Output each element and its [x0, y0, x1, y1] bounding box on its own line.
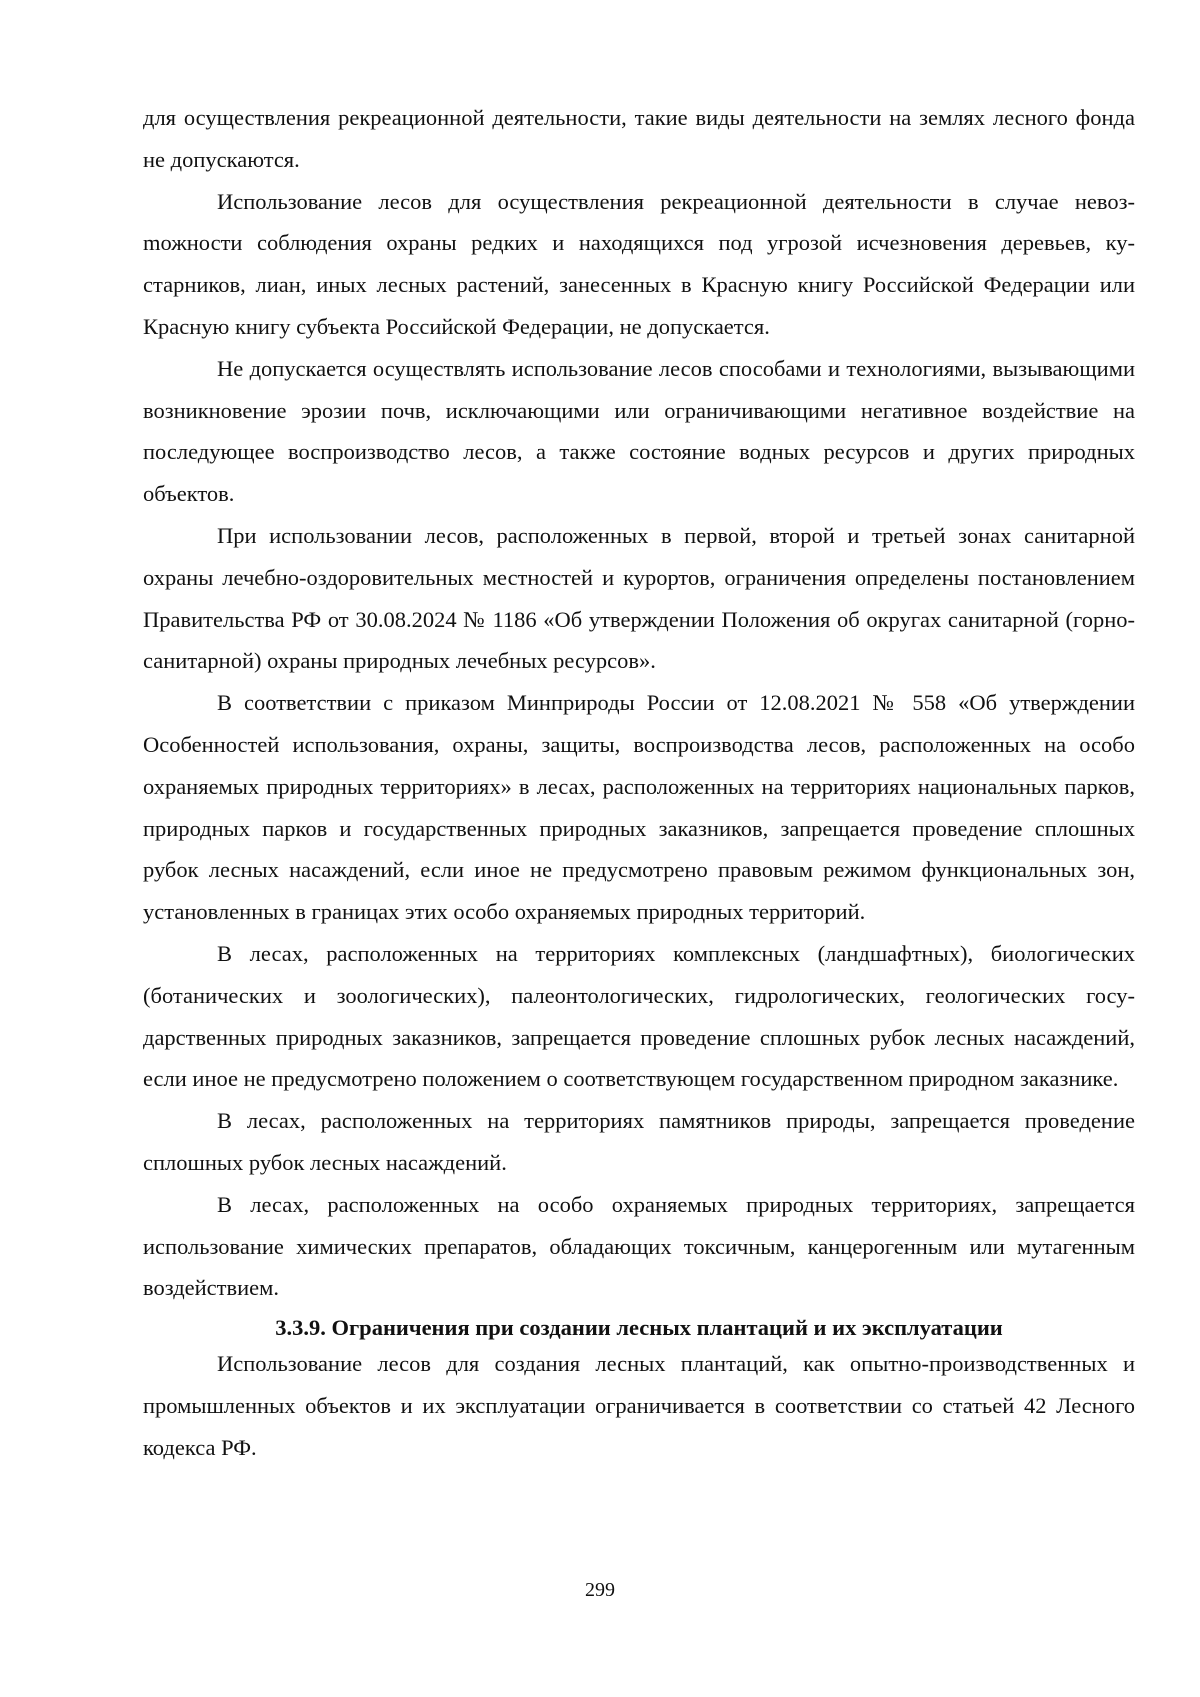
paragraph-8: В лесах, расположенных на особо охраняемых природных территориях, запрещается использование химических препаратов, обладающих токсичным, канцерогенным или мутагенным воздействием.	[143, 1191, 1135, 1301]
paragraph-4: При использовании лесов, расположенных в первой, второй и третьей зонах санитарной охраны лечебно-оздоровительных местностей и курортов, ограничения определены постановлением Правительства РФ от 30.08.2024 № 1186 «Об утверждении Положения об округах санитарной (горно-санитарной) охраны природных лечебных ресурсов».	[143, 522, 1135, 674]
paragraph-7: В лесах, расположенных на территориях памятников природы, запрещается проведение сплошных рубок лесных насаждений.	[143, 1108, 1135, 1175]
document-page	[143, 97, 1135, 1469]
page-number: 299	[585, 1579, 615, 1601]
paragraph-2: Использование лесов для осуществления рекреационной деятельности в случае невозmожности соблюдения охраны редких и находящихся под угрозой исчезновения деревьев, кустарников, лиан, иных лесных растений, занесенных в Красную книгу Российской Федерации или Красную книгу субъекта Российской Федерации, не допускается.	[143, 188, 1135, 339]
paragraph-9: Использование лесов для создания лесных плантаций, как опытно-производственных и промышленных объектов и их эксплуатации ограничивается в соответствии со статьей 42 Лесного кодекса РФ.	[143, 1351, 1135, 1460]
paragraph-5: В соответствии с приказом Минприроды России от 12.08.2021 № 558 «Об утверждении Особенностей использования, охраны, защиты, воспроизводства лесов, расположенных на особо охраняемых природных территориях» в лесах, расположенных на территориях национальных парков, природных парков и государственных природных заказников, запрещается проведение сплошных рубок лесных насаждений, если иное не предусмотрено правовым режимом функциональных зон, установленных в границах этих особо охраняемых природных территорий.	[143, 690, 1135, 925]
paragraph-1: для осуществления рекреационной деятельности, такие виды деятельности на землях лесного фонда не допускаются.	[143, 105, 1135, 172]
paragraph-6: В лесах, расположенных на территориях комплексных (ландшафтных), биологических (ботанических и зоологических), палеонтологических, гидрологических, геологических государственных природных заказников, запрещается проведение сплошных рубок лесных насаждений, если иное не предусмотрено положением о соответствующем государственном природном заказнике.	[143, 940, 1135, 1092]
section-heading: 3.3.9. Ограничения при создании лесных плантаций и их эксплуатации	[275, 1315, 1003, 1341]
paragraph-3: Не допускается осуществлять использование лесов способами и технологиями, вызывающими возникновение эрозии почв, исключающими или ограничивающими негативное воздействие на последующее воспроизводство лесов, а также состояние водных ресурсов и других природных объектов.	[143, 355, 1135, 507]
